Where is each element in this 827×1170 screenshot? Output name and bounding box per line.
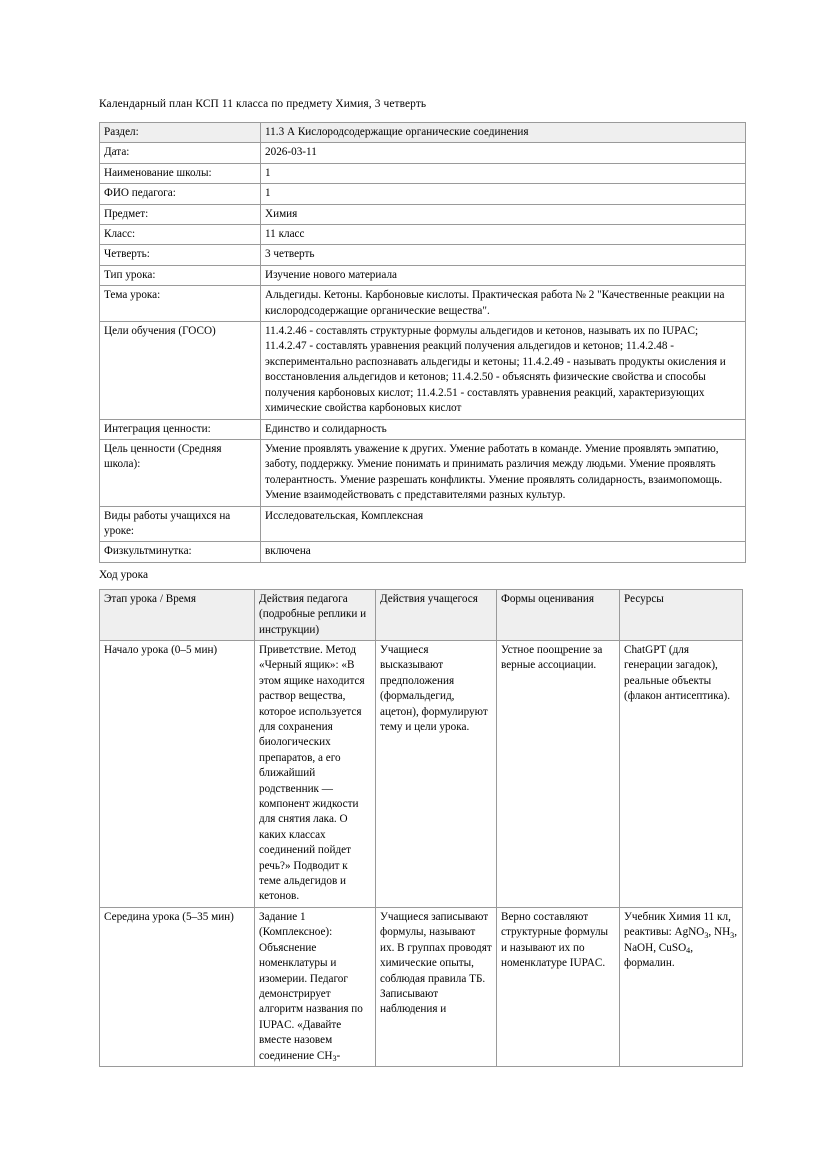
info-label: Четверть: (100, 245, 261, 265)
info-label: Тип урока: (100, 265, 261, 285)
table-row (100, 439, 746, 506)
column-header-student-actions: Действия учащегося (376, 589, 497, 640)
resources-subscript-3: 4 (686, 945, 691, 955)
table-header-row (100, 589, 743, 640)
table-row (100, 265, 746, 285)
resources-text-3: , NaOH, CuSO (624, 926, 737, 954)
resources-text-4: , формалин. (624, 941, 693, 970)
table-row (100, 419, 746, 439)
table-row (100, 907, 743, 1066)
info-label: Дата: (100, 143, 261, 163)
table-row (100, 163, 746, 183)
info-label: Виды работы учащихся на уроке: (100, 506, 261, 542)
table-row (100, 123, 746, 143)
info-label: ФИО педагога: (100, 184, 261, 204)
info-label: Раздел: (100, 123, 261, 143)
resources-subscript-2: 3 (730, 930, 735, 940)
table-row (100, 640, 743, 907)
table-row (100, 143, 746, 163)
lesson-info-body (100, 123, 746, 563)
info-value: Единство и солидарность (261, 419, 746, 439)
resources-cell: ChatGPT (для генерации загадок), реальные объекты (флакон антисептика). (620, 640, 743, 907)
teacher-text-main: Задание 1 (Комплексное): Объяснение номенклатуры и изомерии. Педагог демонстрирует алгоритм названия по IUPAC. «Давайте вместе назовем соединение CH (259, 910, 363, 1062)
info-label: Предмет: (100, 204, 261, 224)
stage-cell: Середина урока (5–35 мин) (100, 907, 255, 1066)
lesson-flow-table (99, 589, 743, 1067)
info-value: 3 четверть (261, 245, 746, 265)
info-value: 11.4.2.46 - составлять структурные формулы альдегидов и кетонов, называть их по IUPAC; 11.4.2.47 - составлять уравнения реакций получения альдегидов и кетонов; 11.4.2.48 - экспериментально распознавать альдегиды и кетоны; 11.4.2.49 - называть продукты окисления и восстановления альдегидов и кетонов; 11.4.2.50 - объяснять физические свойства и способы получения карбоновых кислот; 11.4.2.51 - составлять уравнения реакций, характеризующих химические свойства карбоновых кислот (261, 322, 746, 419)
info-value: Химия (261, 204, 746, 224)
table-row (100, 542, 746, 562)
info-value: 1 (261, 163, 746, 183)
lesson-info-table (99, 122, 746, 563)
info-value: 2026-03-11 (261, 143, 746, 163)
info-value: включена (261, 542, 746, 562)
column-header-resources: Ресурсы (620, 589, 743, 640)
assessment-cell: Верно составляют структурные формулы и называют их по номенклатуре IUPAC. (497, 907, 620, 1066)
info-label: Наименование школы: (100, 163, 261, 183)
teacher-actions-cell (255, 907, 376, 1066)
info-value: 11.3 А Кислородсодержащие органические соединения (261, 123, 746, 143)
table-row (100, 506, 746, 542)
info-value: 11 класс (261, 225, 746, 245)
info-label: Класс: (100, 225, 261, 245)
teacher-formula-subscript: 3 (332, 1053, 337, 1063)
resources-cell (620, 907, 743, 1066)
table-row (100, 225, 746, 245)
teacher-actions-cell: Приветствие. Метод «Черный ящик»: «В этом ящике находится раствор вещества, которое используется для сохранения биологических препаратов, а его ближайший родственник — компонент жидкости для снятия лака. О каких классах соединений пойдет речь?» Подводит к теме альдегидов и кетонов. (255, 640, 376, 907)
info-value: 1 (261, 184, 746, 204)
info-value: Изучение нового материала (261, 265, 746, 285)
column-header-stage: Этап урока / Время (100, 589, 255, 640)
info-value: Альдегиды. Кетоны. Карбоновые кислоты. Практическая работа № 2 "Качественные реакции на кислородсодержащие органические вещества". (261, 286, 746, 322)
assessment-cell: Устное поощрение за верные ассоциации. (497, 640, 620, 907)
lesson-flow-body (100, 640, 743, 1066)
stage-cell: Начало урока (0–5 мин) (100, 640, 255, 907)
column-header-assessment-forms: Формы оценивания (497, 589, 620, 640)
info-value: Умение проявлять уважение к других. Умение работать в команде. Умение проявлять эмпатию, заботу, поддержку. Умение понимать и принимать различия между людьми. Умение проявлять толерантность. Умение разрешать конфликты. Умение проявлять солидарность, взаимопомощь. Умение взаимодействовать с представителями разных культур. (261, 439, 746, 506)
column-header-teacher-actions: Действия педагога (подробные реплики и инструкции) (255, 589, 376, 640)
student-actions-cell: Учащиеся записывают формулы, называют их. В группах проводят химические опыты, соблюдая правила ТБ. Записывают наблюдения и (376, 907, 497, 1066)
table-row (100, 245, 746, 265)
info-label: Физкультминутка: (100, 542, 261, 562)
lesson-flow-header (100, 589, 743, 640)
table-row (100, 184, 746, 204)
info-value: Исследовательская, Комплексная (261, 506, 746, 542)
student-actions-cell: Учащиеся высказывают предположения (формальдегид, ацетон), формулируют тему и цели урока. (376, 640, 497, 907)
table-row (100, 286, 746, 322)
table-row (100, 204, 746, 224)
table-row (100, 322, 746, 419)
lesson-flow-heading: Ход урока (99, 568, 149, 581)
info-label: Цель ценности (Средняя школа): (100, 439, 261, 506)
info-label: Тема урока: (100, 286, 261, 322)
page-title: Календарный план КСП 11 класса по предмету Химия, 3 четверть (99, 98, 427, 110)
resources-subscript-1: 3 (704, 930, 709, 940)
teacher-text-tail: - (336, 1049, 341, 1062)
resources-text-1: Учебник Химия 11 кл, реактивы: AgNO (624, 910, 731, 939)
info-label: Интеграция ценности: (100, 419, 261, 439)
resources-text-2: , NH (708, 926, 731, 939)
info-label: Цели обучения (ГОСО) (100, 322, 261, 419)
